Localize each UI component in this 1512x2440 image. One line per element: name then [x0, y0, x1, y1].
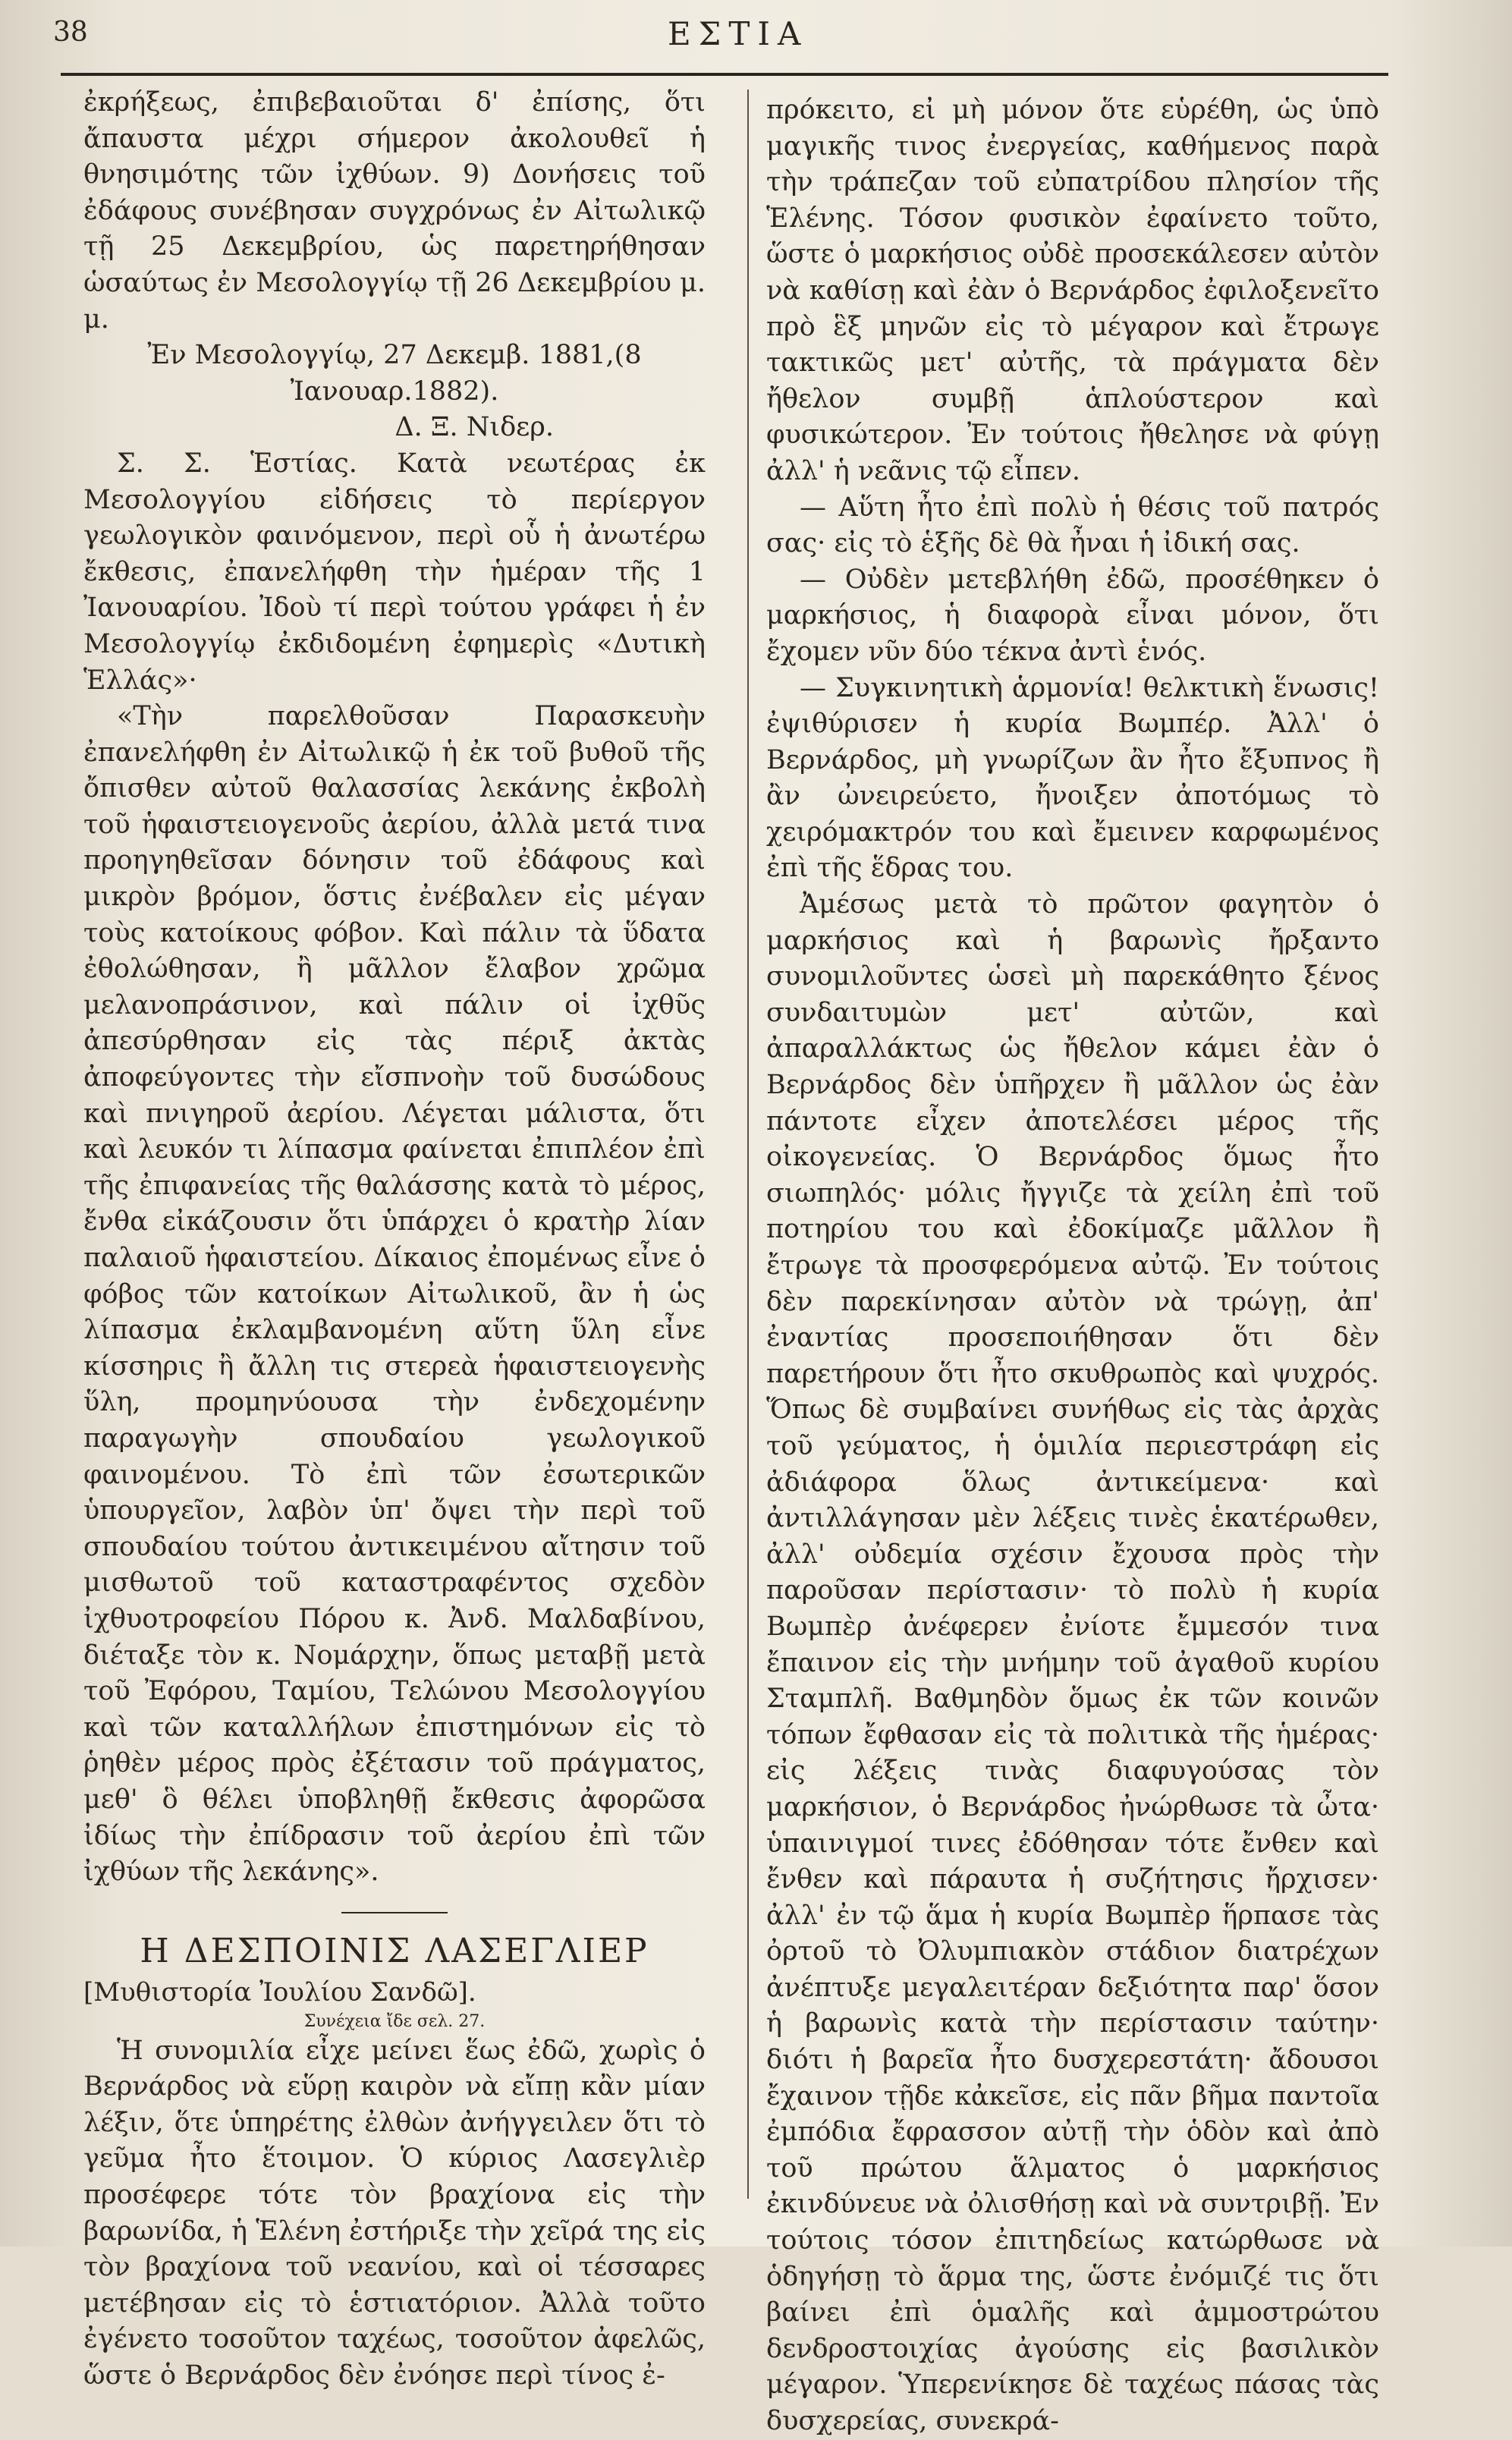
dialogue-line: — Οὐδὲν μετεβλήθη ἐδῶ, προσέθηκεν ὁ μαρκήσιος, ἡ διαφορὰ εἶναι μόνον, ὅτι ἔχομεν νῦν δύο τέκνα ἀντὶ ἑνός. [766, 564, 1379, 667]
story-paragraph: πρόκειτο, εἰ μὴ μόνον ὅτε εὑρέθη, ὡς ὑπὸ μαγικῆς τινος ἐνεργείας, καθήμενος παρὰ τὴν τράπεζαν τοῦ εὐπατρίδου πλησίον τῆς Ἑλένης. Τόσον φυσικὸν ἐφαίνετο τοῦτο, ὥστε ὁ μαρκήσιος οὐδὲ προσεκάλεσεν αὐτὸν νὰ καθίσῃ καὶ ἐὰν ὁ Βερνάρδος ἐφιλοξενεῖτο πρὸ ἓξ μηνῶν εἰς τὸ μέγαρον καὶ ἔτρωγε τακτικῶς μετ' αὐτῆς, τὰ πράγματα δὲν ἤθελον συμβῇ ἁπλούστερον καὶ φυσικώτερον. Ἐν τούτοις ἤθελησε νὰ φύγῃ ἀλλ' ἡ νεᾶνις τῷ εἶπεν. [766, 95, 1379, 486]
continuation-note: Συνέχεια ἴδε σελ. 27. [303, 2011, 486, 2031]
dialogue-line: — Συγκινητικὴ ἁρμονία! θελκτικὴ ἕνωσις! ἐψιθύρισεν ἡ κυρία Βωμπέρ. Ἀλλ' ὁ Βερνάρδος, μὴ γνωρίζων ἂν ἦτο ἔξυπνος ἢ ἂν ὠνειρεύετο, ἤνοιξεν ἀποτόμως τὸ χειρόμακτρόν του καὶ ἔμεινεν καρφωμένος ἐπὶ τῆς ἕδρας του. [766, 672, 1379, 884]
masthead: ΕΣΤΙΑ [668, 15, 809, 52]
story-subtitle: [Μυθιστορία Ἰουλίου Σανδῶ]. [83, 1976, 476, 2008]
dialogue-line: — Αὕτη ἦτο ἐπὶ πολὺ ἡ θέσις τοῦ πατρός σας· εἰς τὸ ἑξῆς δὲ θὰ ἦναι ἡ ἰδική σας. [766, 492, 1379, 559]
page-header [53, 11, 1388, 56]
section-divider [341, 1912, 448, 1913]
column-divider [747, 90, 749, 2199]
author-signature: Δ. Ξ. Νιδερ. [395, 412, 554, 443]
left-column [83, 85, 706, 2394]
story-title: Η ΔΕΣΠΟΙΝΙΣ ΛΑΣΕΓΛΙΕΡ [140, 1931, 649, 1970]
quoted-article: «Τὴν παρελθοῦσαν Παρασκευὴν ἐπανελήφθη ἐν Αἰτωλικῷ ἡ ἐκ τοῦ βυθοῦ τῆς ὄπισθεν αὐτοῦ θαλασσίας λεκάνης ἐκβολὴ τοῦ ἡφαιστειογενοῦς ἀερίου, ἀλλὰ μετά τινα προηγηθεῖσαν δόνησιν τοῦ ἐδάφους καὶ μικρὸν βρόμον, ὅστις ἐνέβαλεν εἰς μέγαν τοὺς κατοίκους φόβον. Καὶ πάλιν τὰ ὕδατα ἐθολώθησαν, ἢ μᾶλλον ἔλαβον χρῶμα μελανοπράσινον, καὶ πάλιν οἱ ἰχθῦς ἀπεσύρθησαν εἰς τὰς πέριξ ἀκτὰς ἀποφεύγοντες τὴν εἴσπνοὴν τοῦ δυσώδους καὶ πνιγηροῦ ἀερίου. Λέγεται μάλιστα, ὅτι καὶ λευκόν τι λίπασμα φαίνεται ἐπιπλέον ἐπὶ τῆς ἐπιφανείας τῆς θαλάσσης κατὰ τὸ μέρος, ἔνθα εἰκάζουσιν ὅτι ὑπάρχει ὁ κρατὴρ λίαν παλαιοῦ ἡφαιστείου. Δίκαιος ἐπομένως εἶνε ὁ φόβος τῶν κατοίκων Αἰτωλικοῦ, ἂν ἡ ὡς λίπασμα ἐκλαμβανομένη αὕτη ὕλη εἶνε κίσσηρις ἢ ἄλλη τις στερεὰ ἡφαιστειογενὴς ὕλη, προμηνύουσα τὴν ἐνδεχομένην παραγωγὴν σπουδαίου γεωλογικοῦ φαινομένου. Τὸ ἐπὶ τῶν ἐσωτερικῶν ὑπουργεῖον, λαβὸν ὑπ' ὄψει τὴν περὶ τοῦ σπουδαίου τούτου ἀντικειμένου αἴτησιν τοῦ μισθωτοῦ τοῦ καταστραφέντος σχεδὸν ἰχθυοτροφείου Πόρου κ. Ἀνδ. Μαλδαβίνου, διέταξε τὸν κ. Νομάρχην, ὅπως μεταβῇ μετὰ τοῦ Ἐφόρου, Ταμίου, Τελώνου Μεσολογγίου καὶ τῶν καταλλήλων ἐπιστημόνων εἰς τὸ ῥηθὲν μέρος πρὸς ἐξέτασιν τοῦ πράγματος, μεθ' ὃ θέλει ὑποβληθῇ ἔκθεσις ἀφορῶσα ἰδίως τὴν ἐπίδρασιν τοῦ ἀερίου ἐπὶ τῶν ἰχθύων τῆς λεκάνης». [83, 701, 706, 1888]
page-number: 38 [53, 17, 88, 48]
report-continuation: ἐκρήξεως, ἐπιβεβαιοῦται δ' ἐπίσης, ὅτι ἄπαυστα μέχρι σήμερον ἀκολουθεῖ ἡ θνησιμότης τῶν ἰχθύων. 9) Δονήσεις τοῦ ἐδάφους συνέβησαν συγχρόνως ἐν Αἰτωλικῷ τῇ 25 Δεκεμβρίου, ὡς παρετηρήθησαν ὡσαύτως ἐν Μεσολογγίῳ τῇ 26 Δεκεμβρίου μ. μ. [83, 87, 706, 335]
news-item: Σ. Σ. Ἑστίας. Κατὰ νεωτέρας ἐκ Μεσολογγίου εἰδήσεις τὸ περίεργον γεωλογικὸν φαινόμενον, περὶ οὗ ἡ ἀνωτέρω ἔκθεσις, ἐπανελήφθη τὴν ἡμέραν τῆς 1 Ἰανουαρίου. Ἰδοὺ τί περὶ τούτου γράφει ἡ ἐν Μεσολογγίῳ ἐκδιδομένη ἐφημερὶς «Δυτικὴ Ἑλλάς»· [83, 448, 706, 696]
story-paragraph: Ἡ συνομιλία εἶχε μείνει ἕως ἐδῶ, χωρὶς ὁ Βερνάρδος νὰ εὕρῃ καιρὸν νὰ εἴπῃ κἂν μίαν λέξιν, ὅτε ὑπηρέτης ἐλθὼν ἀνήγγειλεν ὅτι τὸ γεῦμα ἦτο ἕτοιμον. Ὁ κύριος Λασεγλιὲρ προσέφερε τότε τὸν βραχίονα εἰς τὴν βαρωνίδα, ἡ Ἑλένη ἐστήριξε τὴν χεῖρά της εἰς τὸν βραχίονα τοῦ νεανίου, καὶ οἱ τέσσαρες μετέβησαν εἰς τὸ ἑστιατόριον. Ἀλλὰ τοῦτο ἐγένετο τοσοῦτον ταχέως, τοσοῦτον ἀφελῶς, ὥστε ὁ Βερνάρδος δὲν ἐνόησε περὶ τίνος ἐ- [83, 2035, 706, 2391]
story-paragraph: Ἀμέσως μετὰ τὸ πρῶτον φαγητὸν ὁ μαρκήσιος καὶ ἡ βαρωνὶς ἤρξαντο συνομιλοῦντες ὡσεὶ μὴ παρεκάθητο ξένος συνδαιτυμὼν μετ' αὐτῶν, καὶ ἀπαραλλάκτως ὡς ἤθελον κάμει ἐὰν ὁ Βερνάρδος δὲν ὑπῆρχεν ἢ μᾶλλον ὡς ἐὰν πάντοτε εἶχεν ἀποτελέσει μέρος τῆς οἰκογενείας. Ὁ Βερνάρδος ὅμως ἦτο σιωπηλός· μόλις ἤγγιζε τὰ χείλη ἐπὶ τοῦ ποτηρίου του καὶ ἐδοκίμαζε μᾶλλον ἢ ἔτρωγε τὰ προσφερόμενα αὐτῷ. Ἐν τούτοις δὲν παρεκίνησαν αὐτὸν νὰ τρώγῃ, ἀπ' ἐναντίας προσεποιήθησαν ὅτι δὲν παρετήρουν ὅτι ἦτο σκυθρωπὸς καὶ ψυχρός. Ὅπως δὲ συμβαίνει συνήθως εἰς τὰς ἀρχὰς τοῦ γεύματος, ἡ ὁμιλία περιεστράφη εἰς ἀδιάφορα ὅλως ἀντικείμενα· καὶ ἀντιλλάγησαν μὲν λέξεις τινὲς ἑκατέρωθεν, ἀλλ' οὐδεμία σχέσιν ἔχουσα πρὸς τὴν παροῦσαν περίστασιν· τὸ πολὺ ἡ κυρία Βωμπὲρ ἀνέφερεν ἐνίοτε ἔμμεσόν τινα ἔπαινον εἰς τὴν μνήμην τοῦ ἀγαθοῦ κυρίου Σταμπλῆ. Βαθμηδὸν ὅμως ἐκ τῶν κοινῶν τόπων ἔφθασαν εἰς τὰ πολιτικὰ τῆς ἡμέρας· εἰς λέξεις τινὰς διαφυγούσας τὸν μαρκήσιον, ὁ Βερνάρδος ἠνώρθωσε τὰ ὦτα· ὑπαινιγμοί τινες ἐδόθησαν τότε ἔνθεν καὶ ἔνθεν καὶ πάραυτα ἡ συζήτησις ἤρχισεν· ἀλλ' ἐν τῷ ἅμα ἡ κυρία Βωμπὲρ ἥρπασε τὰς ὀρτοῦ τὸ Ὀλυμπιακὸν στάδιον διατρέχων ἀνέπτυξε μεγαλειτέραν δεξιότητα παρ' ὅσον ἡ βαρωνὶς κατὰ τὴν περίστασιν ταύτην· διότι ἡ βαρεῖα ἦτο δυσχερεστάτη· ἄδουσοι ἔχαινον τῇδε κἀκεῖσε, εἰς πᾶν βῆμα παντοῖα ἐμπόδια ἔφρασσον αὐτῇ τὴν ὁδὸν καὶ ἀπὸ τοῦ πρώτου ἅλματος ὁ μαρκήσιος ἐκινδύνευε νὰ ὀλισθήσῃ καὶ νὰ συντριβῇ. Ἐν τούτοις τόσον ἐπιτηδείως κατώρθωσε νὰ ὁδηγήσῃ τὸ ἅρμα της, ὥστε ἐνόμιζέ τις ὅτι βαίνει ἐπὶ ὁμαλῆς καὶ ἀμμοστρώτου δενδροστοιχίας ἀγούσης εἰς βασιλικὸν μέγαρον. Ὑπερενίκησε δὲ ταχέως πάσας τὰς δυσχερείας, συνεκρά- [766, 889, 1379, 2436]
right-column [766, 93, 1379, 2440]
header-rule [61, 73, 1388, 76]
dateline: Ἐν Μεσολογγίῳ, 27 Δεκεμβ. 1881,(8 Ἰανουαρ.1882). [147, 340, 642, 407]
